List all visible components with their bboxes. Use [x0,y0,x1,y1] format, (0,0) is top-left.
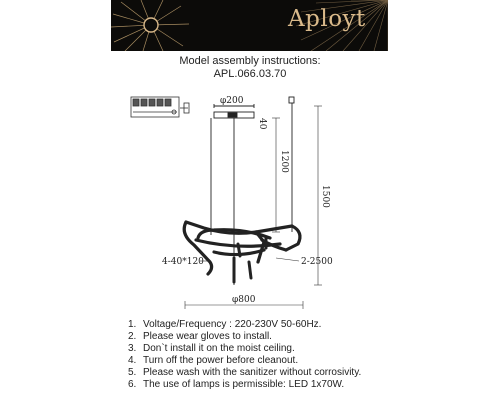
list-item: 1. Voltage/Frequency : 220-230V 50-60Hz. [128,319,322,330]
dim-ring-diameter: φ800 [232,295,256,305]
model-number: APL.066.03.70 [213,68,287,80]
specification-list [128,319,361,391]
dim-canopy-diameter: φ200 [220,96,244,106]
dim-line-cable [272,118,280,232]
brand-logo: Aployt [288,6,366,32]
dim-total-height: 1500 [320,185,330,208]
suspension-cables [211,97,294,285]
sun-icon [144,18,158,32]
document-title-block [0,55,500,81]
canopy [214,104,254,118]
list-item: 2. Please wear gloves to install. [128,331,272,342]
dim-left-spec: 4-40*120 [162,257,204,267]
list-item: 3. Don`t install it on the moist ceiling. [128,343,295,354]
technical-drawing [0,80,500,315]
dim-cable-length: 1200 [279,150,289,173]
document-title: Model assembly instructions: [179,55,321,67]
dim-right-spec: 2-2500 [301,257,333,267]
mounting-bracket-diagram [131,97,189,117]
dim-canopy-height: 40 [257,118,267,130]
list-item: 6. The use of lamps is permissible: LED 1x70W. [128,379,345,390]
list-item: 4. Turn off the power before cleanout. [128,355,299,366]
list-item: 5. Please wash with the sanitizer without corrosivity. [128,367,362,378]
brand-banner [111,0,388,51]
